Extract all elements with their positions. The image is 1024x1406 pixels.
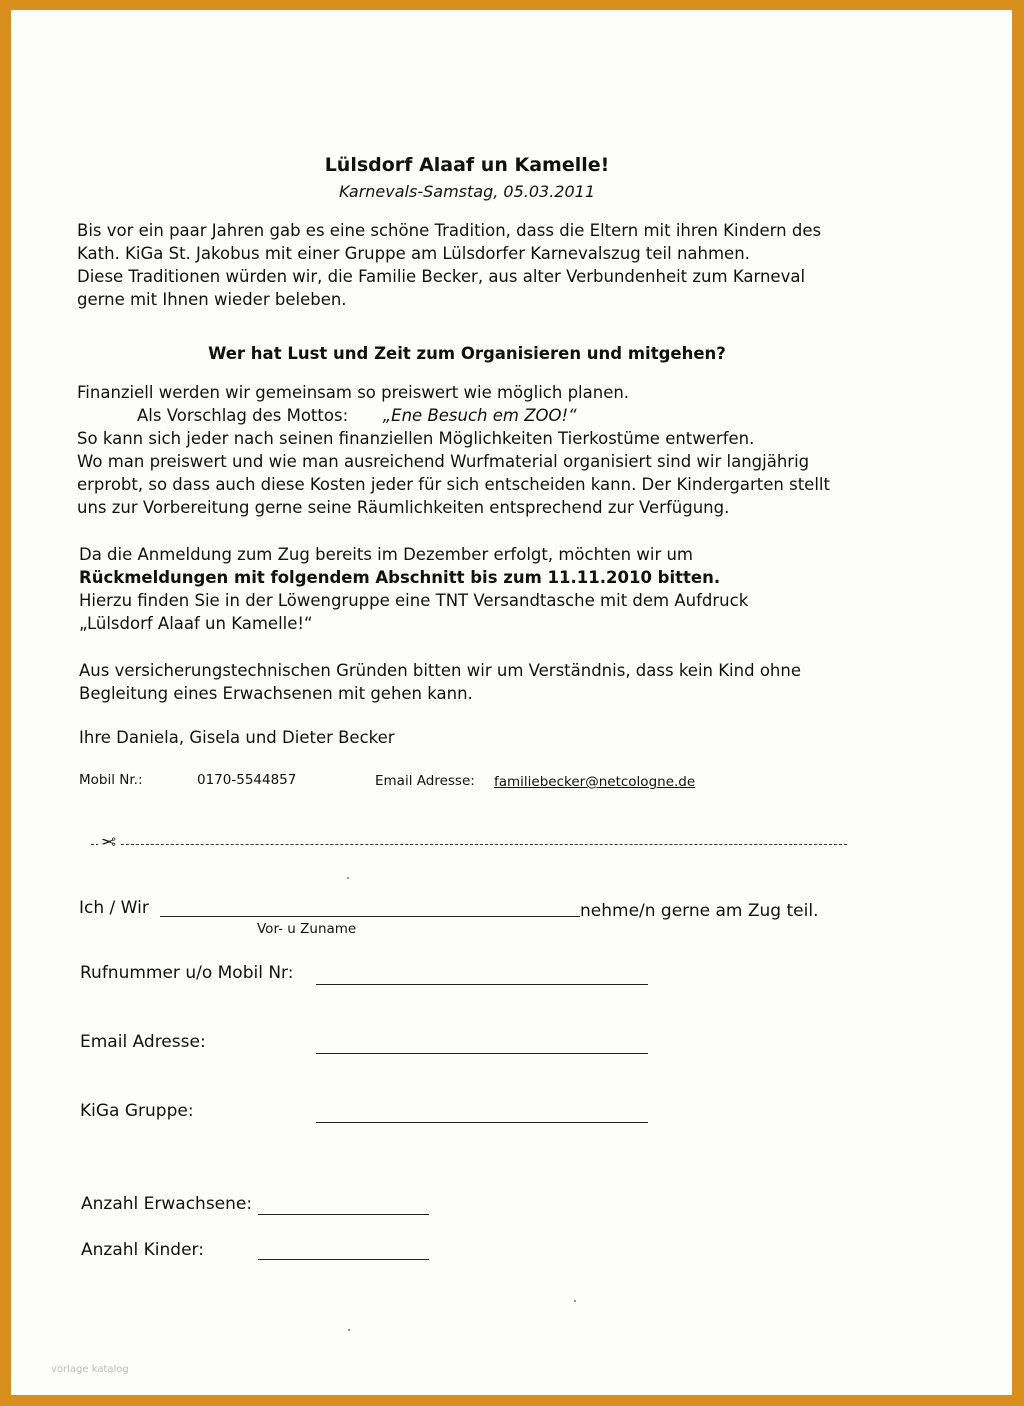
watermark: vorlage katalog — [51, 1364, 129, 1375]
intro-paragraph — [77, 219, 821, 311]
event-date: Karnevals-Samstag, 05.03.2011 — [338, 182, 595, 201]
children-input-line[interactable] — [258, 1259, 429, 1260]
children-label: Anzahl Kinder: — [81, 1240, 204, 1260]
motto-line — [77, 404, 830, 427]
motto-value: „Ene Besuch em ZOO!“ — [382, 406, 577, 425]
plan-line: So kann sich jeder nach seinen finanziellen Möglichkeiten Tierkostüme entwerfen. — [77, 429, 755, 448]
group-label: KiGa Gruppe: — [80, 1101, 194, 1121]
deadline-line: Rückmeldungen mit folgendem Abschnitt bis zum 11.11.2010 bitten. — [79, 568, 721, 587]
phone-input-line[interactable] — [316, 984, 648, 985]
motto-label: Als Vorschlag des Mottos: — [137, 406, 349, 425]
intro-line: gerne mit Ihnen wieder beleben. — [77, 290, 347, 309]
registration-line: Da die Anmeldung zum Zug bereits im Dezember erfolgt, möchten wir um — [79, 545, 693, 564]
registration-paragraph — [79, 543, 748, 635]
mobile-number: 0170-5544857 — [197, 772, 297, 788]
signature: Ihre Daniela, Gisela und Dieter Becker — [79, 728, 395, 747]
plan-line: Wo man preiswert und wie man ausreichend Wurfmaterial organisiert sind wir langjährig — [77, 452, 810, 471]
name-prefix-label: Ich / Wir — [79, 898, 149, 918]
email-input-line[interactable] — [316, 1053, 648, 1054]
adults-label: Anzahl Erwachsene: — [81, 1194, 253, 1214]
plan-line: erprobt, so dass auch diese Kosten jeder für sich entscheiden kann. Der Kindergarten stellt — [77, 475, 830, 494]
intro-line: Diese Traditionen würden wir, die Familie Becker, aus alter Verbundenheit zum Karneval — [77, 267, 806, 286]
name-input-line[interactable] — [160, 916, 580, 917]
plan-paragraph — [77, 381, 830, 519]
insurance-paragraph — [79, 659, 801, 705]
document-page — [11, 10, 1012, 1395]
form-email-label: Email Adresse: — [80, 1032, 206, 1052]
phone-label: Rufnummer u/o Mobil Nr: — [80, 963, 294, 983]
mobile-label: Mobil Nr.: — [79, 772, 143, 788]
intro-line: Kath. KiGa St. Jakobus mit einer Gruppe am Lülsdorfer Karnevalszug teil nahmen. — [77, 244, 750, 263]
call-to-action-heading: Wer hat Lust und Zeit zum Organisieren und mitgehen? — [208, 344, 726, 363]
email-label: Email Adresse: — [375, 773, 475, 789]
name-hint: Vor- u Zuname — [257, 921, 357, 937]
plan-line: uns zur Vorbereitung gerne seine Räumlichkeiten entsprechend zur Verfügung. — [77, 498, 730, 517]
insurance-line: Begleitung eines Erwachsenen mit gehen kann. — [79, 684, 473, 703]
scissors-icon: ✂ — [98, 830, 119, 851]
document-title: Lülsdorf Alaaf un Kamelle! — [324, 154, 610, 176]
group-input-line[interactable] — [316, 1122, 648, 1123]
plan-line: Finanziell werden wir gemeinsam so preiswert wie möglich planen. — [77, 383, 630, 402]
name-suffix-label: nehme/n gerne am Zug teil. — [580, 901, 819, 921]
adults-input-line[interactable] — [258, 1214, 429, 1215]
cut-line — [91, 844, 847, 845]
insurance-line: Aus versicherungstechnischen Gründen bitten wir um Verständnis, dass kein Kind ohne — [79, 661, 801, 680]
registration-line: Hierzu finden Sie in der Löwengruppe eine TNT Versandtasche mit dem Aufdruck — [79, 591, 749, 610]
registration-line: „Lülsdorf Alaaf un Kamelle!“ — [79, 614, 313, 633]
email-link[interactable]: familiebecker@netcologne.de — [494, 774, 696, 790]
intro-line: Bis vor ein paar Jahren gab es eine schöne Tradition, dass die Eltern mit ihren Kindern des — [77, 221, 822, 240]
